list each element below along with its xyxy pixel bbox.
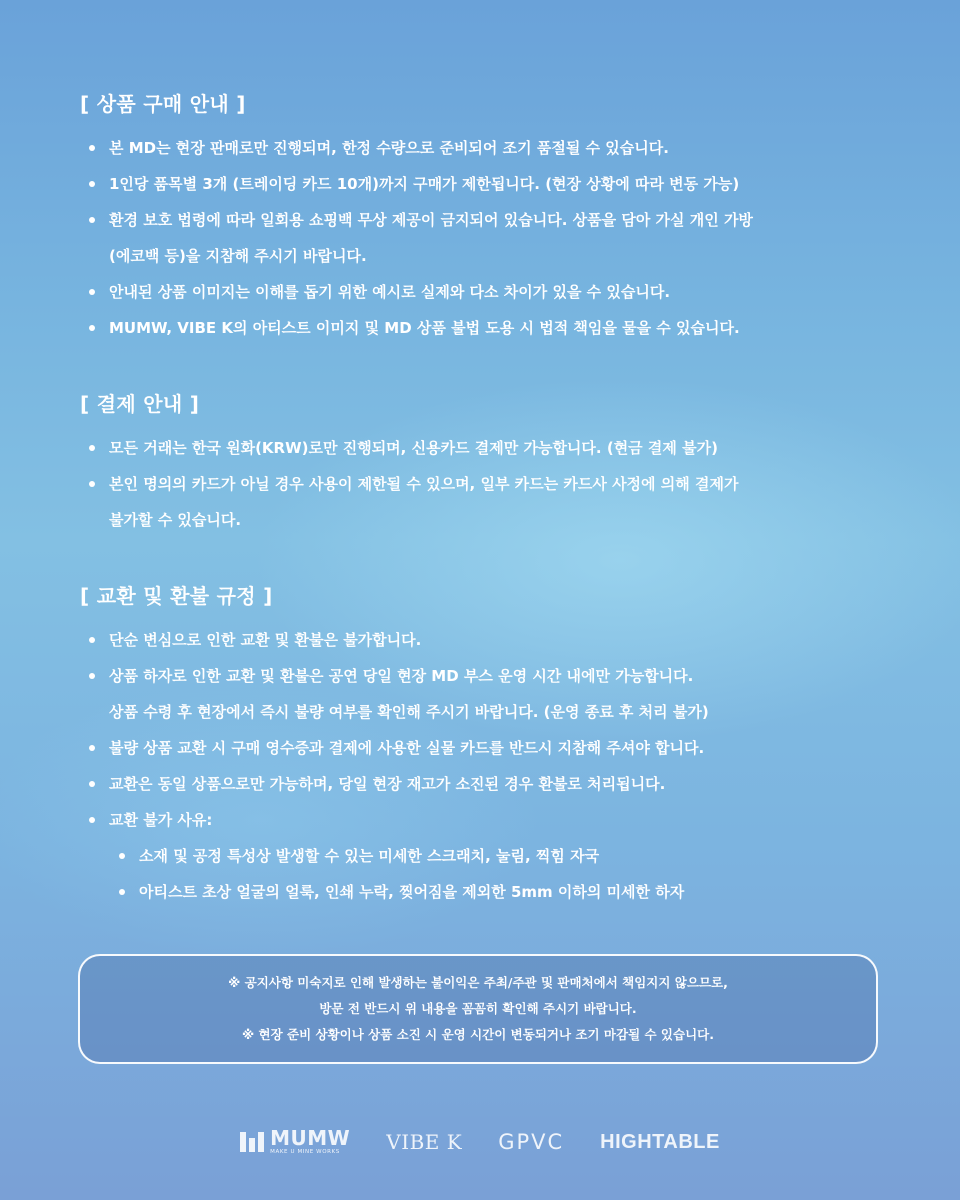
bullet-icon bbox=[89, 481, 95, 487]
sub-list-item bbox=[109, 838, 900, 874]
list-item-text: 불가할 수 있습니다. bbox=[109, 511, 242, 529]
mumw-mark-icon bbox=[240, 1132, 264, 1152]
bullet-icon bbox=[89, 445, 95, 451]
bullet-icon bbox=[89, 637, 95, 643]
list-item-text: 환경 보호 법령에 따라 일회용 쇼핑백 무상 제공이 금지되어 있습니다. 상품을 담아 가실 개인 가방 bbox=[109, 211, 753, 229]
hightable-logo: HIGHTABLE bbox=[600, 1130, 720, 1153]
list-item bbox=[80, 202, 900, 274]
list-item-text: 모든 거래는 한국 원화(KRW)로만 진행되며, 신용카드 결제만 가능합니다. (현금 결제 불가) bbox=[109, 439, 718, 457]
bullet-icon bbox=[89, 325, 95, 331]
list-item-text: 불량 상품 교환 시 구매 영수증과 결제에 사용한 실물 카드를 반드시 지참해 주셔야 합니다. bbox=[109, 739, 705, 757]
list-item-text: 1인당 품목별 3개 (트레이딩 카드 10개)까지 구매가 제한됩니다. (현장 상황에 따라 변동 가능) bbox=[109, 175, 740, 193]
list-item bbox=[80, 310, 900, 346]
exchange-refund-list bbox=[80, 622, 900, 910]
list-item-text: 본인 명의의 카드가 아닐 경우 사용이 제한될 수 있으며, 일부 카드는 카드사 사정에 의해 결제가 bbox=[109, 475, 739, 493]
notice-content bbox=[80, 84, 900, 910]
gpvc-logo: GPVC bbox=[498, 1130, 565, 1154]
mumw-tagline: MAKE U MINE WORKS bbox=[270, 1149, 340, 1156]
list-item-text: 단순 변심으로 인한 교환 및 환불은 불가합니다. bbox=[109, 631, 422, 649]
bullet-icon bbox=[89, 745, 95, 751]
list-item-text: 상품 하자로 인한 교환 및 환불은 공연 당일 현장 MD 부스 운영 시간 내에만 가능합니다. bbox=[109, 667, 694, 685]
bullet-icon bbox=[119, 853, 125, 859]
list-item-text: 교환 불가 사유: bbox=[109, 811, 213, 829]
mumw-logo-text: MUMW bbox=[270, 1126, 351, 1151]
partner-logos bbox=[0, 1122, 960, 1162]
purchase-guide-list bbox=[80, 130, 900, 346]
bullet-icon bbox=[89, 181, 95, 187]
list-item bbox=[80, 466, 900, 538]
list-item bbox=[80, 430, 900, 466]
bullet-icon bbox=[89, 217, 95, 223]
list-item-text: 상품 수령 후 현장에서 즉시 불량 여부를 확인해 주시기 바랍니다. (운영 종료 후 처리 불가) bbox=[109, 703, 709, 721]
section-title: [ 교환 및 환불 규정 ] bbox=[80, 584, 273, 608]
sub-list-item-text: 소재 및 공정 특성상 발생할 수 있는 미세한 스크래치, 눌림, 찍힘 자국 bbox=[139, 847, 600, 865]
bullet-icon bbox=[89, 781, 95, 787]
list-item bbox=[80, 802, 900, 910]
section-title: [ 상품 구매 안내 ] bbox=[80, 92, 246, 116]
list-item-text: 안내된 상품 이미지는 이해를 돕기 위한 예시로 실제와 다소 차이가 있을 수 있습니다. bbox=[109, 283, 671, 301]
section-purchase-guide bbox=[80, 84, 900, 346]
bullet-icon bbox=[89, 145, 95, 151]
disclaimer-line: ※ 공지사항 미숙지로 인해 발생하는 불이익은 주최/주관 및 판매처에서 책임지지 않으므로, bbox=[228, 975, 728, 990]
list-item bbox=[80, 766, 900, 802]
list-item bbox=[80, 622, 900, 658]
section-title: [ 결제 안내 ] bbox=[80, 392, 200, 416]
sub-list-item bbox=[109, 874, 900, 910]
disclaimer-box bbox=[78, 954, 878, 1064]
list-item bbox=[80, 658, 900, 730]
disclaimer-line: 방문 전 반드시 위 내용을 꼼꼼히 확인해 주시기 바랍니다. bbox=[319, 1001, 637, 1016]
list-item-text: 본 MD는 현장 판매로만 진행되며, 한정 수량으로 준비되어 조기 품절될 수 있습니다. bbox=[109, 139, 669, 157]
disclaimer-line: ※ 현장 준비 상황이나 상품 소진 시 운영 시간이 변동되거나 조기 마감될 수 있습니다. bbox=[242, 1027, 714, 1042]
sub-list-item-text: 아티스트 초상 얼굴의 얼룩, 인쇄 누락, 찢어짐을 제외한 5mm 이하의 미세한 하자 bbox=[139, 883, 685, 901]
list-item bbox=[80, 166, 900, 202]
bullet-icon bbox=[89, 817, 95, 823]
bullet-icon bbox=[119, 889, 125, 895]
list-item bbox=[80, 130, 900, 166]
list-item-text: 교환은 동일 상품으로만 가능하며, 당일 현장 재고가 소진된 경우 환불로 처리됩니다. bbox=[109, 775, 666, 793]
list-item-text: MUMW, VIBE K의 아티스트 이미지 및 MD 상품 불법 도용 시 법적 책임을 물을 수 있습니다. bbox=[109, 319, 740, 337]
bullet-icon bbox=[89, 289, 95, 295]
section-exchange-refund-policy bbox=[80, 576, 900, 910]
section-payment-guide bbox=[80, 384, 900, 538]
vibek-logo: VIBE K bbox=[386, 1130, 463, 1154]
bullet-icon bbox=[89, 673, 95, 679]
mumw-logo bbox=[240, 1128, 350, 1156]
non-exchangeable-reasons-list bbox=[109, 838, 900, 910]
list-item-text: (에코백 등)을 지참해 주시기 바랍니다. bbox=[109, 247, 367, 265]
list-item bbox=[80, 274, 900, 310]
list-item bbox=[80, 730, 900, 766]
payment-guide-list bbox=[80, 430, 900, 538]
